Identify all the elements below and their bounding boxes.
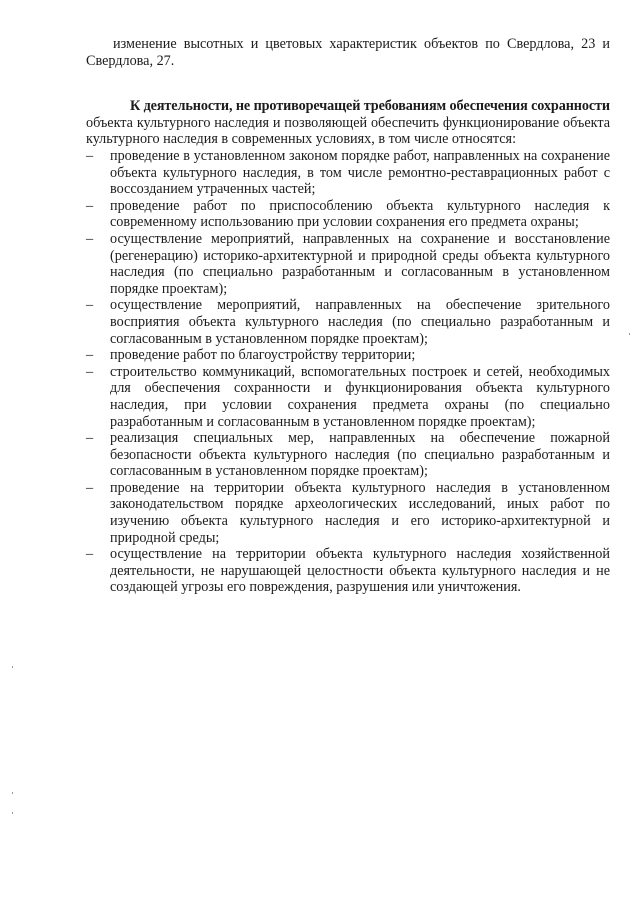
list-item-text: проведение работ по благоустройству территории; <box>110 347 416 364</box>
list-item <box>86 347 610 364</box>
activities-heading-paragraph <box>86 98 610 148</box>
list-item <box>86 231 610 297</box>
scan-speck <box>12 812 13 814</box>
list-item <box>86 297 610 347</box>
activities-heading-continuation: объекта культурного наследия и позволяющей обеспечить функционирование объекта культурного наследия в современных условиях, в том числе относятся: <box>86 114 610 148</box>
list-item-text: реализация специальных мер, направленных на обеспечение пожарной безопасности объекта культурного наследия (по специально разработанным и согласованным в установленном порядке проектам); <box>110 430 610 480</box>
list-item-text: осуществление мероприятий, направленных на обеспечение зрительного восприятия объекта культурного наследия (по специально разработанным и согласованным в установленном порядке проектам); <box>110 297 610 347</box>
list-item-text: строительство коммуникаций, вспомогательных построек и сетей, необходимых для обеспечения сохранности и функционирования объекта культурного наследия, при условии сохранения предмета охраны (по специально разработанным и согласованным в установленном порядке проектам); <box>110 363 610 430</box>
list-item-text: осуществление мероприятий, направленных на сохранение и восстановление (регенерацию) историко-архитектурной и природной среды объекта культурного наследия (по специально разработанным и согласованным в установленном порядке проектам); <box>110 230 610 297</box>
list-item <box>86 480 610 546</box>
list-dash-marker: – <box>86 297 94 314</box>
scan-speck <box>629 333 630 335</box>
list-item <box>86 546 610 596</box>
list-item <box>86 198 610 231</box>
list-dash-marker: – <box>86 230 94 247</box>
intro-paragraph: изменение высотных и цветовых характеристик объектов по Свердлова, 23 и Свердлова, 27. <box>86 36 610 69</box>
list-dash-marker: – <box>86 546 94 563</box>
list-item-text: осуществление на территории объекта культурного наследия хозяйственной деятельности, не нарушающей целостности объекта культурного наследия и не создающей угрозы его повреждения, разрушения или уничтожения. <box>110 546 610 596</box>
list-item <box>86 430 610 480</box>
list-dash-marker: – <box>86 363 94 380</box>
list-item-text: проведение работ по приспособлению объекта культурного наследия к современному использованию при условии сохранения его предмета охраны; <box>110 197 610 231</box>
list-dash-marker: – <box>86 347 94 364</box>
list-dash-marker: – <box>86 148 94 164</box>
scan-speck <box>12 666 13 668</box>
activities-heading: К деятельности, не противоречащей требованиям обеспечения сохранности <box>129 98 610 114</box>
list-item-text: проведение в установленном законом порядке работ, направленных на сохранение объекта культурного наследия, в том числе ремонтно-реставрационных работ с воссозданием утраченных частей; <box>110 148 610 198</box>
activities-list <box>86 148 610 596</box>
list-item <box>86 148 610 198</box>
list-item <box>86 364 610 430</box>
list-dash-marker: – <box>86 479 94 496</box>
scan-speck <box>12 792 13 794</box>
list-dash-marker: – <box>86 197 94 214</box>
list-item-text: проведение на территории объекта культурного наследия в установленном законодательством порядке археологических исследований, иных работ по изучению объекта культурного наследия и его историко-архитектурной и природной среды; <box>110 479 610 546</box>
list-dash-marker: – <box>86 430 94 447</box>
